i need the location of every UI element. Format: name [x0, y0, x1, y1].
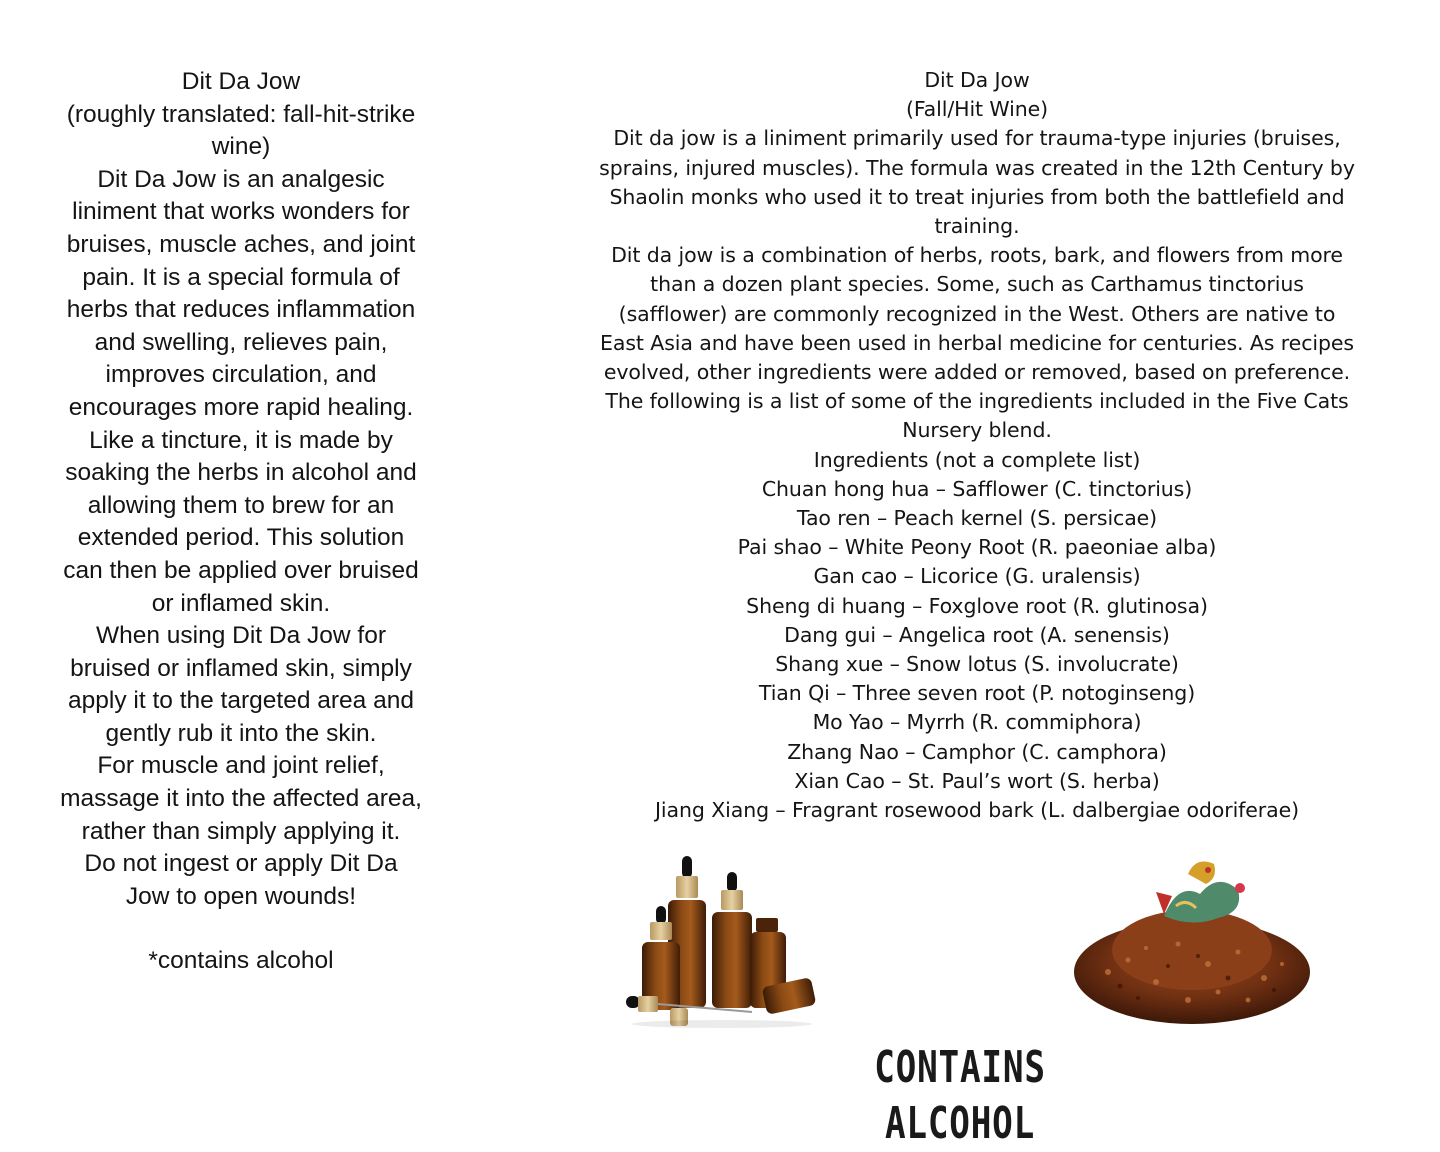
ingredient-item: Pai shao – White Peony Root (R. paeoniae alba) — [737, 535, 1217, 560]
ingredients-heading: Ingredients (not a complete list) — [813, 447, 1141, 472]
herb-pile-image — [1068, 852, 1316, 1032]
right-panel — [596, 66, 1358, 825]
ingredient-item: Zhang Nao – Camphor (C. camphora) — [787, 739, 1167, 764]
ingredient-item: Shang xue – Snow lotus (S. involucrate) — [775, 652, 1179, 677]
left-skin-use-paragraph: When using Dit Da Jow for bruised or inflamed skin, simply apply it to the targeted area and gently rub it into the skin. — [68, 622, 414, 747]
ingredient-item: Tian Qi – Three seven root (P. notoginseng) — [758, 681, 1196, 706]
left-alcohol-note: *contains alcohol — [148, 947, 334, 975]
ingredient-item: Sheng di huang – Foxglove root (R. glutinosa) — [746, 593, 1208, 618]
dropper-bottles-image — [622, 848, 822, 1033]
ingredient-item: Dang gui – Angelica root (A. senensis) — [784, 622, 1170, 647]
left-panel — [60, 66, 422, 978]
right-title: Dit Da Jow — [924, 68, 1030, 92]
left-muscle-use-paragraph: For muscle and joint relief, massage it into the affected area, rather than simply applying it. — [60, 752, 422, 845]
spacer — [60, 913, 422, 945]
ingredient-item: Gan cao – Licorice (G. uralensis) — [813, 564, 1141, 589]
ingredient-item: Mo Yao – Myrrh (R. commiphora) — [812, 710, 1142, 735]
left-warning-paragraph: Do not ingest or apply Dit Da Jow to open wounds! — [84, 850, 398, 910]
ingredient-item: Chuan hong hua – Safflower (C. tinctorius) — [761, 476, 1193, 501]
left-intro-paragraph: Dit Da Jow is an analgesic liniment that works wonders for bruises, muscle aches, and joint pain. It is a special formula of herbs that reduces inflammation and swelling, relieves pain, improves circulation, and encourages more rapid healing. — [66, 165, 416, 421]
contains-alcohol-stamp: CONTAINS ALCOHOL — [874, 1042, 1046, 1149]
left-title: Dit Da Jow — [181, 68, 301, 95]
ingredient-item: Xian Cao – St. Paul’s wort (S. herba) — [794, 768, 1160, 793]
left-preparation-paragraph: Like a tincture, it is made by soaking the herbs in alcohol and allowing them to brew for an extended period. This solution can then be applied over bruised or inflamed skin. — [63, 426, 419, 617]
left-subtitle: (roughly translated: fall-hit-strike wine) — [66, 100, 416, 161]
right-subtitle: (Fall/Hit Wine) — [905, 97, 1049, 122]
right-history-paragraph: Dit da jow is a liniment primarily used for trauma-type injuries (bruises, sprains, injured muscles). The formula was created in the 12th Century by Shaolin monks who used it to treat injuries from both the battlefield and training. — [599, 126, 1355, 239]
right-composition-paragraph: Dit da jow is a combination of herbs, roots, bark, and flowers from more than a dozen plant species. Some, such as Carthamus tinctorius (safflower) are commonly recognized in the West. Others are native to East Asia and have been used in herbal medicine for centuries. As recipes evolved, other ingredients were added or removed, based on preference. The following is a list of some of the ingredients included in the Five Cats Nursery blend. — [600, 243, 1354, 443]
ingredients-list — [596, 475, 1358, 825]
ingredient-item: Jiang Xiang – Fragrant rosewood bark (L. dalbergiae odoriferae) — [654, 798, 1299, 823]
ingredient-item: Tao ren – Peach kernel (S. persicae) — [796, 506, 1158, 531]
